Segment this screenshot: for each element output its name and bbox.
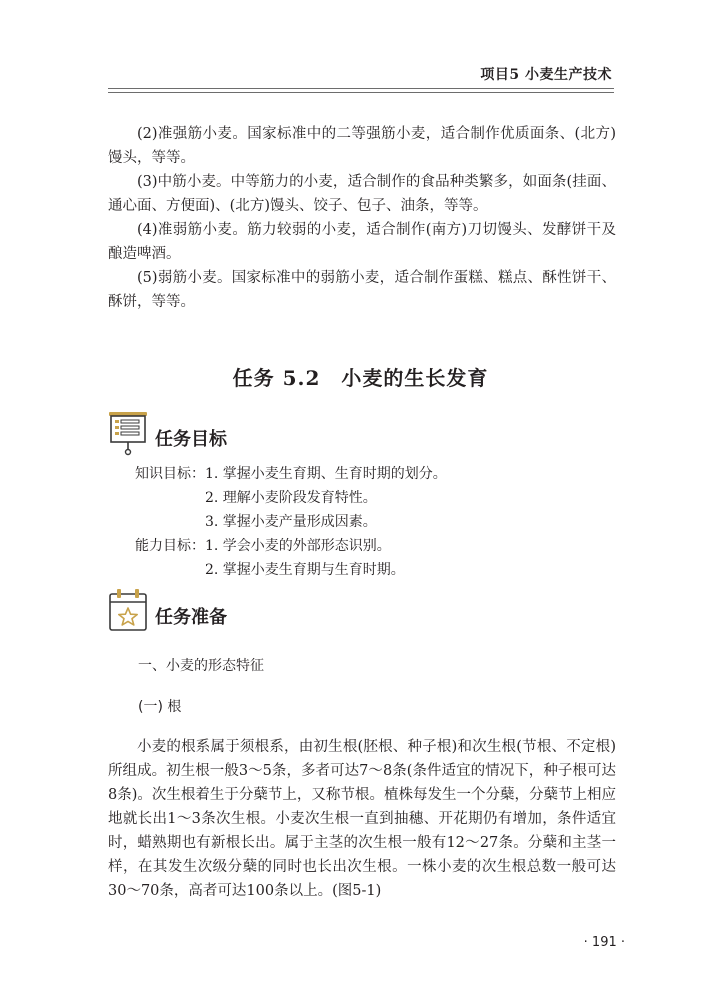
objectives-heading: 任务目标	[155, 429, 227, 450]
paragraph-medium-gluten: (3)中筋小麦。中等筋力的小麦，适合制作的食品种类繁多，如面条(挂面、通心面、方便面)、(北方)馒头、饺子、包子、油条，等等。	[108, 174, 616, 214]
paragraph-weak-gluten: (5)弱筋小麦。国家标准中的弱筋小麦，适合制作蛋糕、糕点、酥性饼干、酥饼，等等。	[108, 270, 616, 310]
ability-objectives-label: 能力目标：	[135, 538, 205, 554]
knowledge-objective-2: 2. 理解小麦阶段发育特性。	[205, 490, 377, 506]
paragraph-semi-weak-gluten: (4)准弱筋小麦。筋力较弱的小麦，适合制作(南方)刀切馒头、发酵饼干及酿造啤酒。	[108, 222, 616, 262]
running-header	[108, 60, 614, 89]
ability-objective-2: 2. 掌握小麦生育期与生育时期。	[205, 562, 405, 578]
header-project-label: 项目5 小麦生产技术	[480, 67, 612, 83]
paragraph-semi-strong-gluten: (2)准强筋小麦。国家标准中的二等强筋小麦，适合制作优质面条、(北方)馒头，等等。	[108, 126, 616, 166]
knowledge-objective-1: 1. 掌握小麦生育期、生育时期的划分。	[205, 466, 447, 482]
page-number: · 191 ·	[583, 935, 625, 950]
root-paragraph: 小麦的根系属于须根系，由初生根(胚根、种子根)和次生根(节根、不定根)所组成。初生根一般3～5条，多者可达7～8条(条件适宜的情况下，种子根可达8条)。次生根着生于分蘖节上，又称节根。植株每发生一个分蘖，分蘖节上相应地就长出1～3条次生根。小麦次生根一直到抽穗、开花期仍有增加，条件适宜时，蜡熟期也有新根长出。属于主茎的次生根一般有12～27条。分蘖和主茎一样，在其发生次级分蘖的同时也长出次生根。一株小麦的次生根总数一般可达30～70条，高者可达100条以上。(图5-1)	[108, 739, 616, 899]
knowledge-objectives-label: 知识目标：	[135, 466, 205, 482]
task-title: 任务 5.2 小麦的生长发育	[232, 366, 489, 390]
preparation-heading: 任务准备	[155, 607, 227, 628]
morphology-subheading: 一、小麦的形态特征	[138, 658, 264, 674]
knowledge-objective-3: 3. 掌握小麦产量形成因素。	[205, 514, 377, 530]
calendar-star-icon	[106, 586, 150, 634]
ability-objective-1: 1. 学会小麦的外部形态识别。	[205, 538, 391, 554]
presentation-board-icon	[106, 410, 150, 458]
root-subheading: (一) 根	[138, 699, 182, 715]
